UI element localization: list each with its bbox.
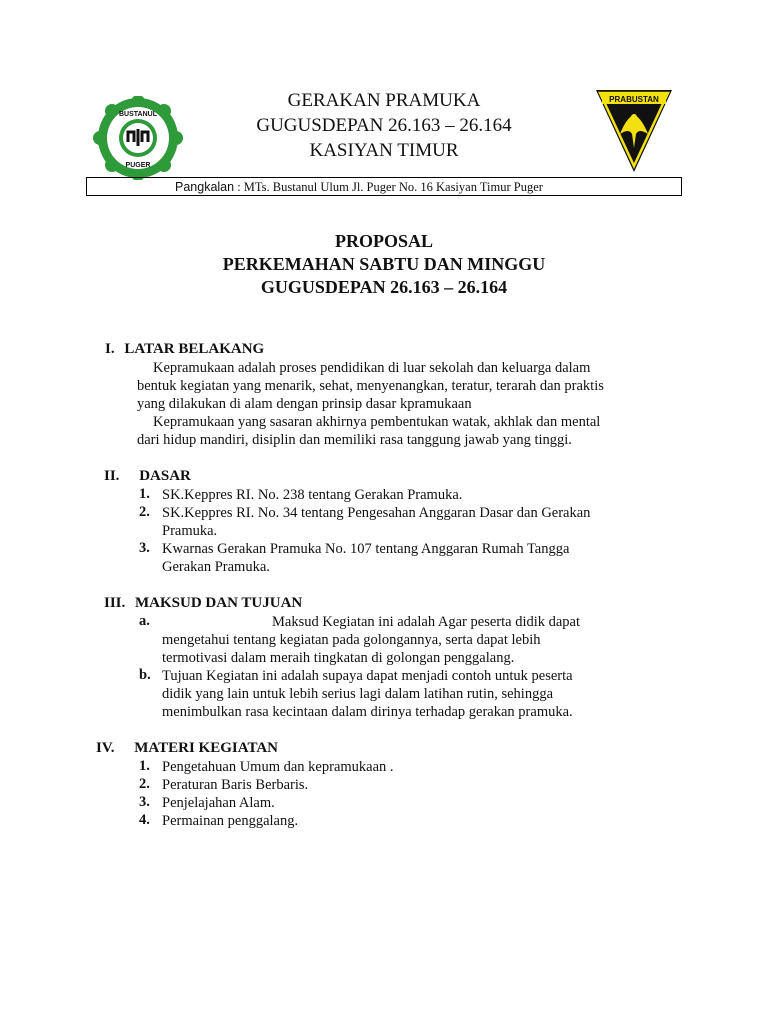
section-number: I. — [105, 341, 115, 357]
org-location: KASIYAN TIMUR — [309, 140, 459, 161]
section-number: III. — [104, 595, 126, 611]
paragraph-line: bentuk kegiatan yang menarik, sehat, menyenangkan, teratur, terarah dan praktis — [137, 378, 604, 394]
paragraph-line: yang dilakukan di alam dengan prinsip dasar kpramukaan — [137, 396, 472, 412]
list-item: Peraturan Baris Berbaris. — [162, 777, 309, 793]
document-title — [0, 230, 768, 299]
paragraph-line: Kepramukaan yang sasaran akhirnya pembentukan watak, akhlak dan mental — [153, 414, 601, 430]
section-heading — [96, 740, 278, 757]
svg-text:BUSTANUL: BUSTANUL — [119, 111, 157, 118]
base-label: Pangkalan — [175, 180, 235, 194]
svg-text:PRABUSTAN: PRABUSTAN — [609, 95, 659, 104]
list-item-continuation: Pramuka. — [162, 523, 218, 539]
section-number: IV. — [96, 740, 115, 756]
list-number: 4. — [139, 812, 150, 828]
list-number: 1. — [139, 486, 150, 502]
paragraph-line: Kepramukaan adalah proses pendidikan di luar sekolah dan keluarga dalam — [153, 360, 591, 376]
list-number: 2. — [139, 776, 150, 792]
list-item-continuation: menimbulkan rasa kecintaan dalam dirinya terhadap gerakan pramuka. — [162, 704, 573, 720]
list-item: SK.Keppres RI. No. 238 tentang Gerakan Pramuka. — [162, 487, 463, 503]
org-unit: GUGUSDEPAN 26.163 – 26.164 — [256, 115, 512, 136]
list-item: Tujuan Kegiatan ini adalah supaya dapat menjadi contoh untuk peserta — [162, 668, 573, 684]
list-item-continuation: Gerakan Pramuka. — [162, 559, 270, 575]
list-item: Permainan penggalang. — [162, 813, 299, 829]
section-title: MAKSUD DAN TUJUAN — [135, 595, 303, 611]
paragraph-line: dari hidup mandiri, disiplin dan memiliki rasa tanggung jawab yang tinggi. — [137, 432, 572, 448]
list-letter: b. — [139, 667, 151, 683]
svg-text:PUGER: PUGER — [125, 162, 151, 169]
section-title: DASAR — [139, 468, 191, 484]
list-number: 2. — [139, 504, 150, 520]
list-item: Maksud Kegiatan ini adalah Agar peserta didik dapat — [272, 614, 581, 630]
list-item: SK.Keppres RI. No. 34 tentang Pengesahan Anggaran Dasar dan Gerakan — [162, 505, 591, 521]
list-item: Penjelajahan Alam. — [162, 795, 275, 811]
list-number: 3. — [139, 794, 150, 810]
list-item: Pengetahuan Umum dan kepramukaan . — [162, 759, 394, 775]
org-name: GERAKAN PRAMUKA — [287, 90, 481, 111]
title-line-1: PROPOSAL — [334, 231, 433, 251]
base-address: : MTs. Bustanul Ulum Jl. Puger No. 16 Kasiyan Timur Puger — [234, 180, 543, 194]
list-item-continuation: didik yang lain untuk lebih serius lagi dalam latihan rutin, sehingga — [162, 686, 554, 702]
list-item-continuation: mengetahui tentang kegiatan pada golongannya, serta dapat lebih — [162, 632, 541, 648]
section-number: II. — [104, 468, 120, 484]
section-heading — [105, 341, 264, 358]
list-number: 3. — [139, 540, 150, 556]
organization-header — [0, 88, 768, 163]
list-letter: a. — [139, 613, 150, 629]
section-title: LATAR BELAKANG — [124, 341, 265, 357]
list-number: 1. — [139, 758, 150, 774]
base-address-box — [86, 177, 682, 196]
title-line-3: GUGUSDEPAN 26.163 – 26.164 — [260, 277, 508, 297]
list-item: Kwarnas Gerakan Pramuka No. 107 tentang Anggaran Rumah Tangga — [162, 541, 570, 557]
title-line-2: PERKEMAHAN SABTU DAN MINGGU — [222, 254, 546, 274]
list-item-continuation: termotivasi dalam meraih tingkatan di golongan penggalang. — [162, 650, 515, 666]
section-title: MATERI KEGIATAN — [134, 740, 279, 756]
section-heading — [104, 595, 302, 612]
section-heading — [104, 468, 191, 485]
